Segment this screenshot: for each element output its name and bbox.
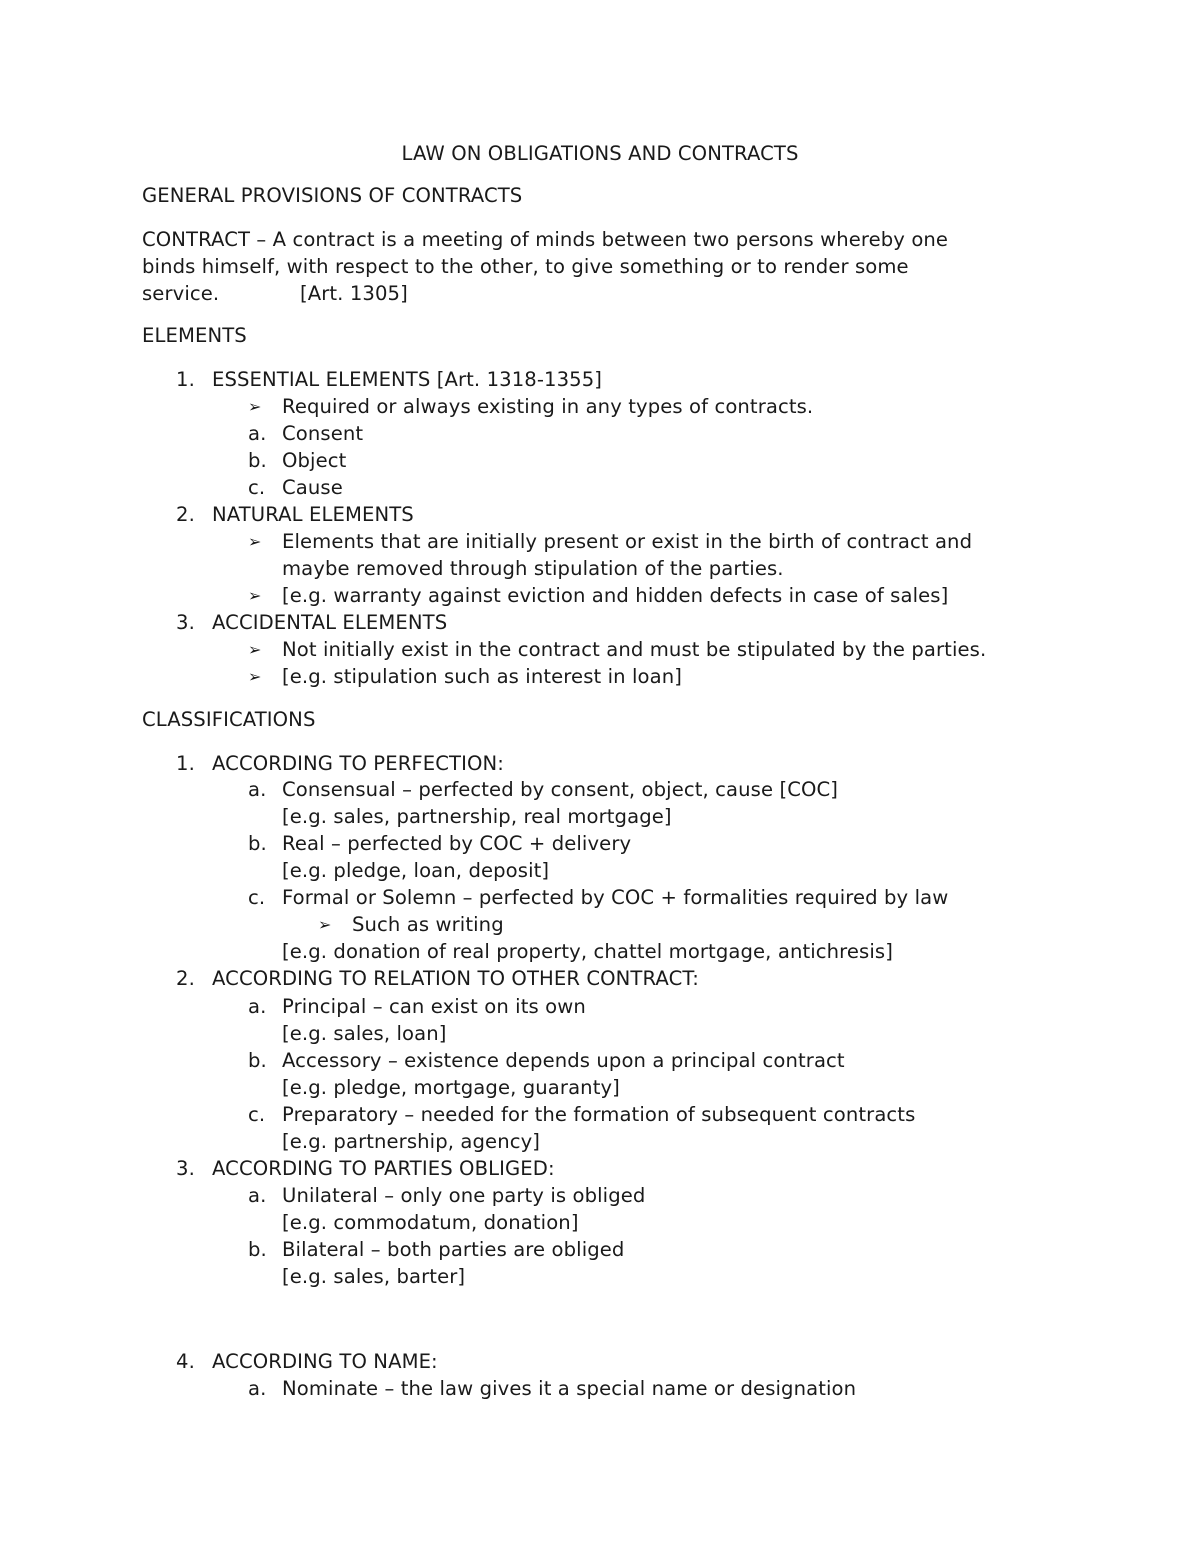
example-text: [e.g. donation of real property, chattel mortgage, antichresis] xyxy=(282,940,893,963)
sub-item-principal: Principal – can exist on its own xyxy=(282,995,586,1018)
contract-definition-text: – A contract is a meeting of minds between two persons whereby one xyxy=(250,228,949,251)
section-heading-classifications: CLASSIFICATIONS xyxy=(142,708,316,731)
bullet-text: [e.g. warranty against eviction and hidden defects in case of sales] xyxy=(282,584,949,607)
example-text: [e.g. pledge, mortgage, guaranty] xyxy=(282,1076,620,1099)
sub-letter: a. xyxy=(248,995,267,1018)
sub-item-consensual: Consensual – perfected by consent, object, cause [COC] xyxy=(282,778,839,801)
sub-letter: a. xyxy=(248,778,267,801)
section-heading-elements: ELEMENTS xyxy=(142,324,247,347)
arrow-bullet-icon: ➢ xyxy=(248,586,262,605)
contract-definition-line-3: service. xyxy=(142,282,220,305)
list-item-essential-elements: ESSENTIAL ELEMENTS [Art. 1318-1355] xyxy=(212,368,603,391)
arrow-bullet-icon: ➢ xyxy=(248,640,262,659)
arrow-bullet-icon: ➢ xyxy=(318,915,332,934)
example-text: [e.g. sales, partnership, real mortgage] xyxy=(282,805,672,828)
example-text: [e.g. sales, loan] xyxy=(282,1022,447,1045)
list-number: 4. xyxy=(176,1350,195,1373)
sub-letter: c. xyxy=(248,886,266,909)
sub-item-real: Real – perfected by COC + delivery xyxy=(282,832,632,855)
list-number: 1. xyxy=(176,752,195,775)
example-text: [e.g. sales, barter] xyxy=(282,1265,466,1288)
arrow-bullet-icon: ➢ xyxy=(248,397,262,416)
contract-definition-line-1 xyxy=(142,226,948,253)
bullet-text: Required or always existing in any types of contracts. xyxy=(282,395,814,418)
classification-parties-obliged: ACCORDING TO PARTIES OBLIGED: xyxy=(212,1157,555,1180)
list-number: 1. xyxy=(176,368,195,391)
sub-letter: b. xyxy=(248,449,267,472)
sub-letter: a. xyxy=(248,1184,267,1207)
classification-name: ACCORDING TO NAME: xyxy=(212,1350,438,1373)
sub-item-bilateral: Bilateral – both parties are obliged xyxy=(282,1238,625,1261)
arrow-bullet-icon: ➢ xyxy=(248,532,262,551)
list-item-natural-elements: NATURAL ELEMENTS xyxy=(212,503,414,526)
sub-item-unilateral: Unilateral – only one party is obliged xyxy=(282,1184,646,1207)
contract-definition-line-2: binds himself, with respect to the other, to give something or to render some xyxy=(142,255,909,278)
arrow-bullet-icon: ➢ xyxy=(248,667,262,686)
sub-letter: c. xyxy=(248,476,266,499)
classification-relation: ACCORDING TO RELATION TO OTHER CONTRACT: xyxy=(212,967,699,990)
example-text: [e.g. commodatum, donation] xyxy=(282,1211,579,1234)
document-title: LAW ON OBLIGATIONS AND CONTRACTS xyxy=(401,142,799,165)
sub-letter: b. xyxy=(248,1238,267,1261)
contract-term: CONTRACT xyxy=(142,228,251,251)
bullet-text: [e.g. stipulation such as interest in loan] xyxy=(282,665,683,688)
sub-item-consent: Consent xyxy=(282,422,364,445)
sub-item-nominate: Nominate – the law gives it a special name or designation xyxy=(282,1377,857,1400)
bullet-text: Elements that are initially present or exist in the birth of contract and xyxy=(282,530,973,553)
classification-perfection: ACCORDING TO PERFECTION: xyxy=(212,752,504,775)
list-number: 2. xyxy=(176,967,195,990)
sub-item-accessory: Accessory – existence depends upon a principal contract xyxy=(282,1049,845,1072)
sub-letter: c. xyxy=(248,1103,266,1126)
example-text: [e.g. pledge, loan, deposit] xyxy=(282,859,550,882)
list-number: 2. xyxy=(176,503,195,526)
sub-item-formal-solemn: Formal or Solemn – perfected by COC + formalities required by law xyxy=(282,886,949,909)
contract-article-ref: [Art. 1305] xyxy=(300,282,408,305)
sub-item-object: Object xyxy=(282,449,347,472)
list-number: 3. xyxy=(176,611,195,634)
list-item-accidental-elements: ACCIDENTAL ELEMENTS xyxy=(212,611,448,634)
sub-letter: a. xyxy=(248,1377,267,1400)
sub-item-cause: Cause xyxy=(282,476,343,499)
bullet-text: Such as writing xyxy=(352,913,504,936)
bullet-text-continued: maybe removed through stipulation of the parties. xyxy=(282,557,784,580)
sub-item-preparatory: Preparatory – needed for the formation of subsequent contracts xyxy=(282,1103,916,1126)
sub-letter: b. xyxy=(248,1049,267,1072)
example-text: [e.g. partnership, agency] xyxy=(282,1130,541,1153)
section-heading-general-provisions: GENERAL PROVISIONS OF CONTRACTS xyxy=(142,184,523,207)
list-number: 3. xyxy=(176,1157,195,1180)
sub-letter: a. xyxy=(248,422,267,445)
bullet-text: Not initially exist in the contract and must be stipulated by the parties. xyxy=(282,638,987,661)
sub-letter: b. xyxy=(248,832,267,855)
